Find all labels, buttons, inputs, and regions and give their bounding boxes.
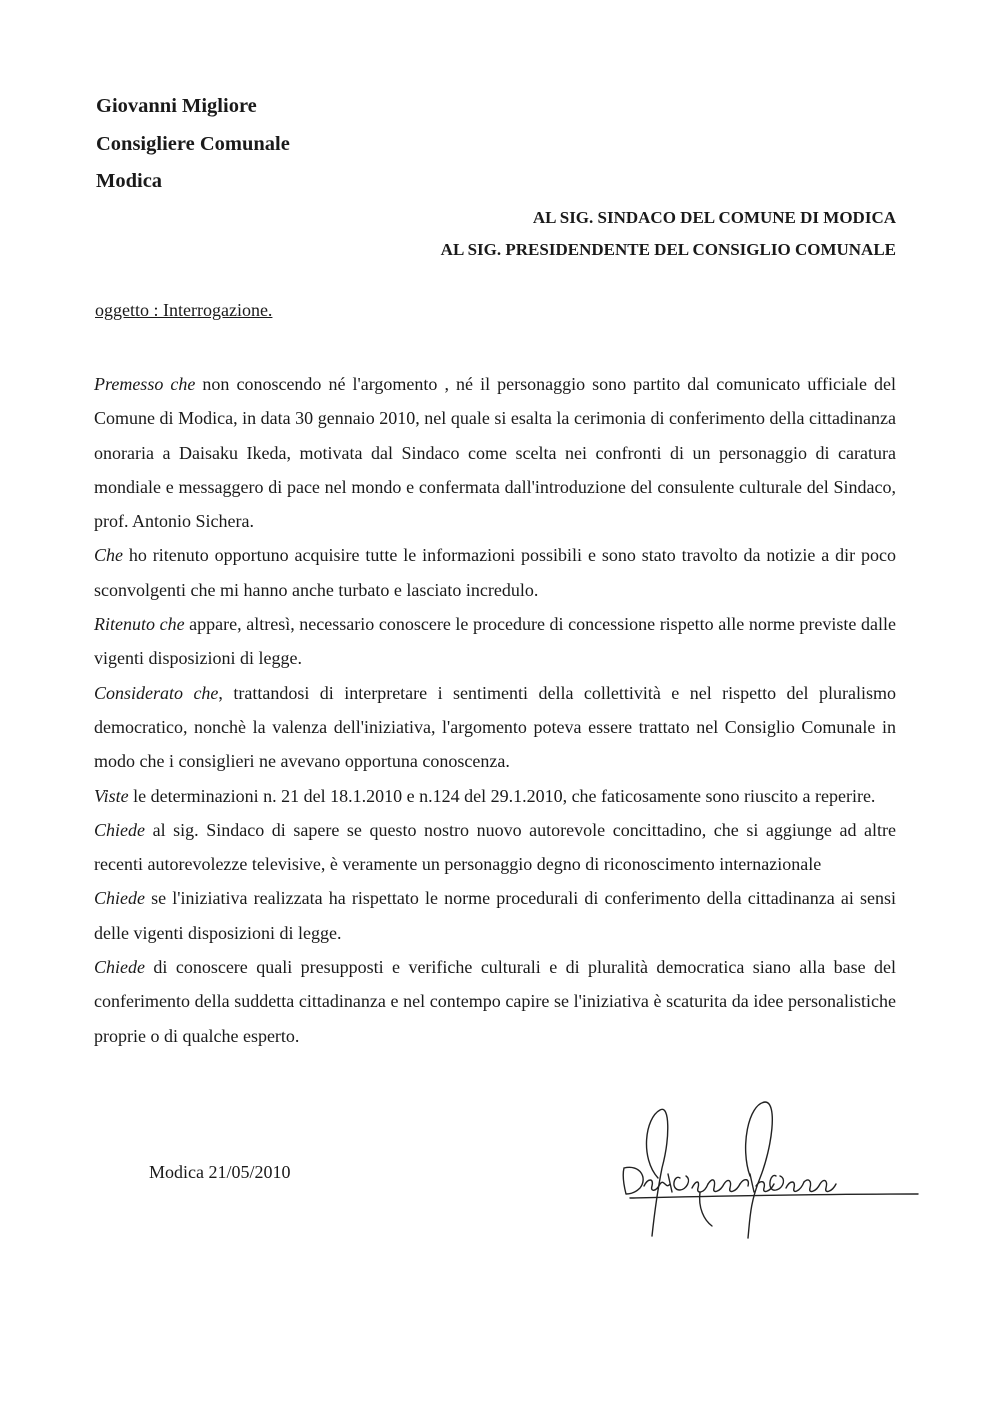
paragraph-lead: Ritenuto che (94, 614, 185, 635)
paragraph-lead: Considerato che (94, 682, 219, 703)
date-line: Modica 21/05/2010 (149, 1162, 291, 1182)
paragraph-chiede-3 (94, 950, 896, 1053)
sender-role: Consigliere Comunale (96, 132, 290, 155)
paragraph-viste (94, 779, 896, 813)
paragraph-text: ho ritenuto opportuno acquisire tutte le informazioni possibili e sono stato travolto da notizie a dir poco sconvolgenti che mi hanno anche turbato e lasciato incredulo. (94, 545, 896, 600)
paragraph-lead: Premesso che (94, 374, 196, 394)
paragraph-considerato (94, 676, 896, 779)
paragraph-lead: Viste (94, 785, 129, 806)
handwritten-signature (600, 1098, 930, 1248)
subject-line: oggetto : Interrogazione. (95, 300, 273, 320)
paragraph-premesso (94, 367, 896, 538)
paragraph-text: di conoscere quali presupposti e verifiche culturali e di pluralità democratica siano alla base del conferimento della suddetta cittadinanza e nel contempo capire se l'iniziativa è scaturita da idee personalistiche proprie o di qualche esperto. (94, 957, 896, 1046)
recipient-council-president: AL SIG. PRESIDENDENTE DEL CONSIGLIO COMUNALE (440, 240, 896, 259)
paragraph-text: appare, altresì, necessario conoscere le procedure di concessione rispetto alle norme previste dalle vigenti disposizioni di legge. (94, 614, 896, 669)
paragraph-che (94, 538, 896, 607)
paragraph-ritenuto (94, 607, 896, 676)
paragraph-text: se l'iniziativa realizzata ha rispettato le norme procedurali di conferimento della cittadinanza ai sensi delle vigenti disposizioni di legge. (94, 888, 896, 943)
paragraph-lead: Chiede (94, 819, 145, 840)
recipient-mayor: AL SIG. SINDACO DEL COMUNE DI MODICA (532, 208, 896, 227)
paragraph-text: , trattandosi di interpretare i sentimenti della collettività e nel rispetto del pluralismo democratico, nonchè la valenza dell'iniziativa, l'argomento poteva essere trattato nel Consiglio Comunale in modo che i consiglieri ne avevano opportuna conoscenza. (94, 682, 896, 772)
recipients-block (441, 202, 896, 266)
paragraph-lead: Che (94, 545, 123, 566)
sender-city: Modica (96, 170, 163, 192)
letter-body (94, 367, 896, 1053)
sender-name: Giovanni Migliore (96, 95, 257, 117)
paragraph-chiede-1 (94, 813, 896, 882)
paragraph-chiede-2 (94, 881, 896, 950)
paragraph-lead: Chiede (94, 957, 145, 978)
paragraph-text: le determinazioni n. 21 del 18.1.2010 e n.124 del 29.1.2010, che faticosamente sono riuscito a reperire. (128, 785, 876, 806)
paragraph-text: al sig. Sindaco di sapere se questo nostro nuovo autorevole concittadino, che si aggiunge ad altre recenti autorevolezze televisive, è veramente un personaggio degno di riconoscimento internazionale (94, 819, 896, 875)
sender-block (96, 88, 290, 201)
paragraph-text: non conoscendo né l'argomento , né il personaggio sono partito dal comunicato ufficiale del Comune di Modica, in data 30 gennaio 2010, nel quale si esalta la cerimonia di conferimento della cittadinanza onoraria a Daisaku Ikeda, motivata dal Sindaco come scelta nei confronti di un personaggio di caratura mondiale e messaggero di pace nel mondo e confermata dall'introduzione del consulente culturale del Sindaco, prof. Antonio Sichera. (94, 374, 896, 532)
paragraph-lead: Chiede (94, 888, 145, 909)
